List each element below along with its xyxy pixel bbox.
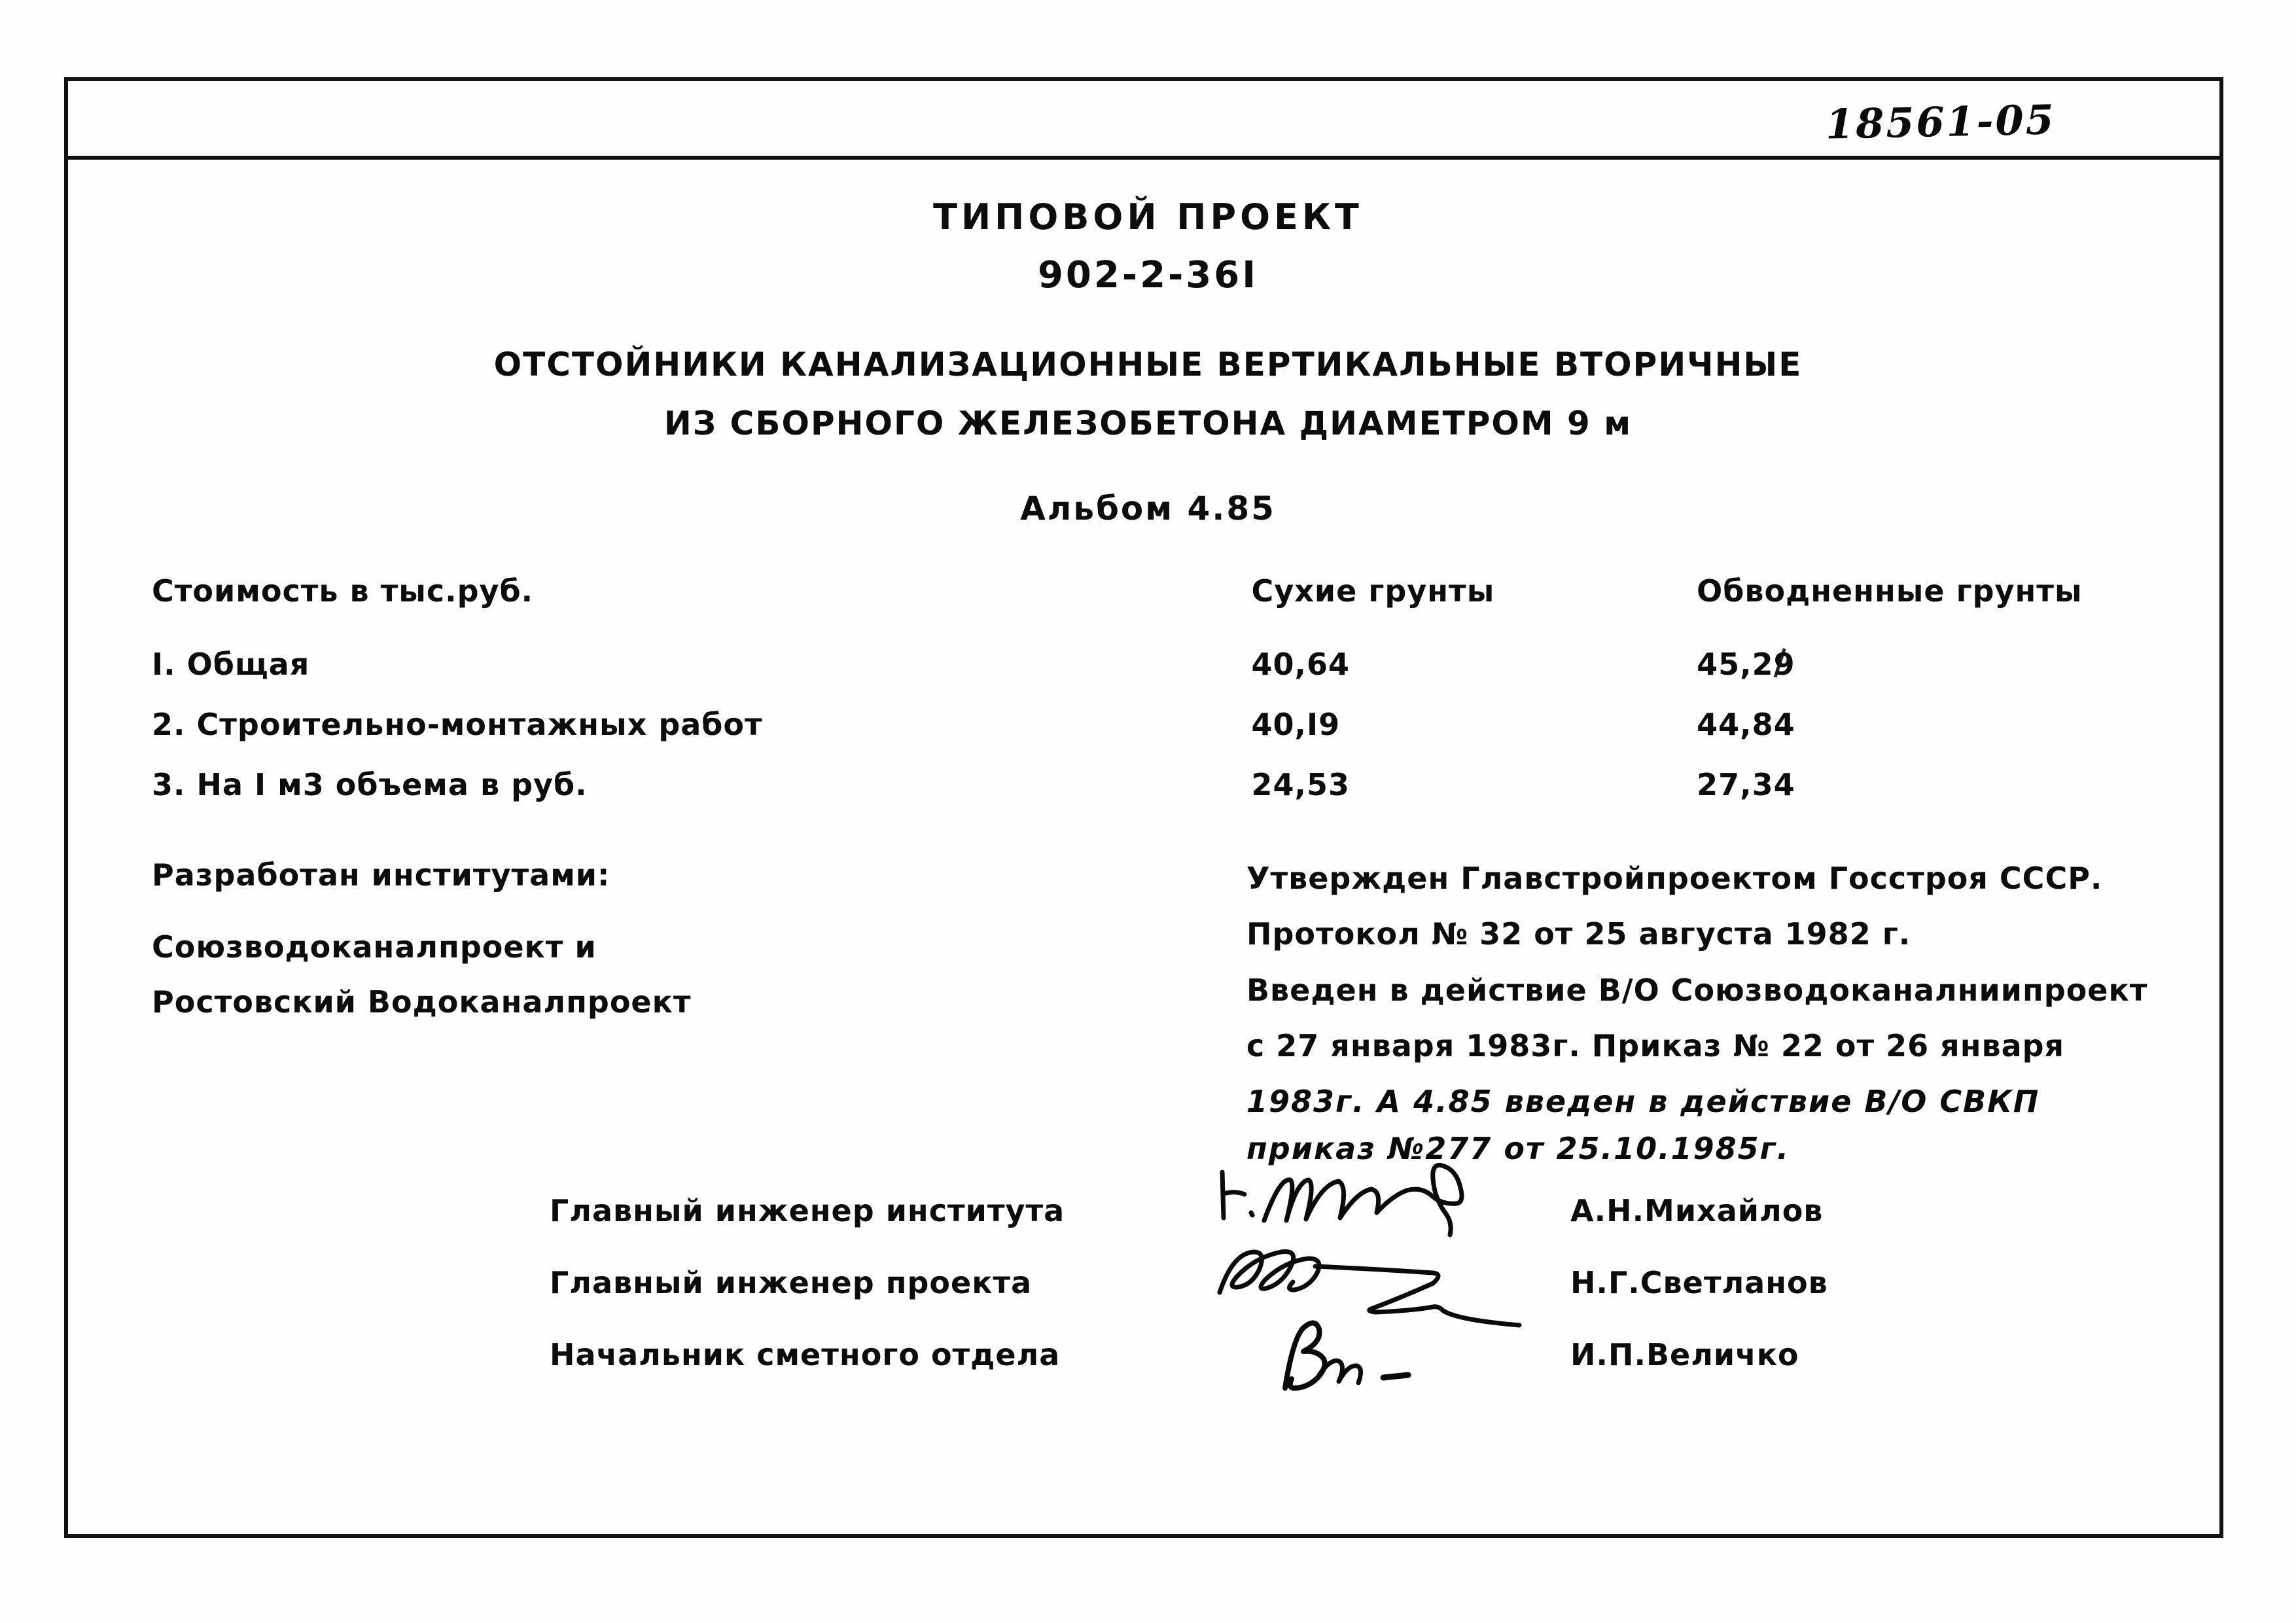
approval-block bbox=[1246, 857, 2215, 1174]
project-code: 902-2-36I bbox=[1037, 254, 1259, 296]
table-row bbox=[152, 767, 2141, 827]
row-label: 2. Строительно-монтажных работ bbox=[152, 707, 763, 742]
approval-line-4: с 27 января 1983г. Приказ № 22 от 26 января bbox=[1246, 1027, 2065, 1063]
signature-title: Главный инженер проекта bbox=[550, 1265, 1033, 1300]
column-header-dry: Сухие грунты bbox=[1251, 573, 1495, 609]
cost-table bbox=[152, 573, 2141, 827]
approval-line-2: Протокол № 32 от 25 августа 1982 г. bbox=[1246, 916, 1911, 952]
cost-caption: Стоимость в тыс.руб. bbox=[152, 573, 534, 609]
approval-handwritten-line-5: 1983г. А 4.85 введен в действие В/О СВКП bbox=[1246, 1084, 2040, 1120]
row-value-wet: 44,84 bbox=[1697, 707, 1795, 742]
approval-line-1: Утвержден Главстройпроектом Госстроя СССР. bbox=[1246, 861, 2103, 896]
signature-scribble-icon bbox=[1217, 1302, 1525, 1400]
developer-institute-1: Союзводоканалпроект и bbox=[152, 929, 597, 965]
row-value-wet-text: 45,29 bbox=[1697, 647, 1795, 682]
approval-handwritten-line-6: приказ №277 от 25.10.1985г. bbox=[1246, 1130, 1790, 1166]
table-row bbox=[152, 647, 2141, 707]
signature-mark-head-of-estimate-dept bbox=[1217, 1319, 1531, 1391]
column-header-wet: Обводненные грунты bbox=[1697, 573, 2083, 609]
table-header-row bbox=[152, 573, 2141, 633]
row-value-dry: 40,64 bbox=[1251, 647, 1350, 682]
archive-number: 18561-05 bbox=[1825, 96, 2057, 149]
project-subtitle-line-1: ОТСТОЙНИКИ КАНАЛИЗАЦИОННЫЕ ВЕРТИКАЛЬНЫЕ ВТОРИЧНЫЕ bbox=[493, 346, 1803, 383]
page-border-top-rule bbox=[64, 156, 2223, 160]
row-label: 3. На I м3 объема в руб. bbox=[152, 767, 588, 802]
page-title: ТИПОВОЙ ПРОЕКТ bbox=[933, 196, 1363, 238]
signature-title: Главный инженер института bbox=[550, 1193, 1065, 1228]
row-value-wet bbox=[1657, 647, 2141, 682]
developers-block bbox=[152, 857, 1133, 1056]
album-label: Альбом 4.85 bbox=[1020, 490, 1276, 527]
signature-title: Начальник сметного отдела bbox=[550, 1337, 1061, 1372]
signature-name: А.Н.Михайлов bbox=[1570, 1193, 1824, 1228]
table-row bbox=[152, 707, 2141, 767]
row-value-wet: 27,34 bbox=[1697, 767, 1795, 802]
signature-name: И.П.Величко bbox=[1570, 1337, 1799, 1372]
signature-block bbox=[550, 1175, 2120, 1391]
approval-line-3: Введен в действие В/О Союзводоканалниипроект bbox=[1246, 972, 2148, 1008]
signature-row bbox=[550, 1319, 2120, 1391]
row-value-dry: 24,53 bbox=[1251, 767, 1350, 802]
row-value-dry: 40,I9 bbox=[1251, 707, 1341, 742]
signature-name: Н.Г.Светланов bbox=[1570, 1265, 1828, 1300]
developer-institute-2: Ростовский Водоканалпроект bbox=[152, 984, 692, 1020]
project-subtitle-line-2: ИЗ СБОРНОГО ЖЕЛЕЗОБЕТОНА ДИАМЕТРОМ 9 м bbox=[663, 404, 1633, 442]
row-label: I. Общая bbox=[152, 647, 310, 682]
developers-heading: Разработан институтами: bbox=[152, 857, 610, 893]
